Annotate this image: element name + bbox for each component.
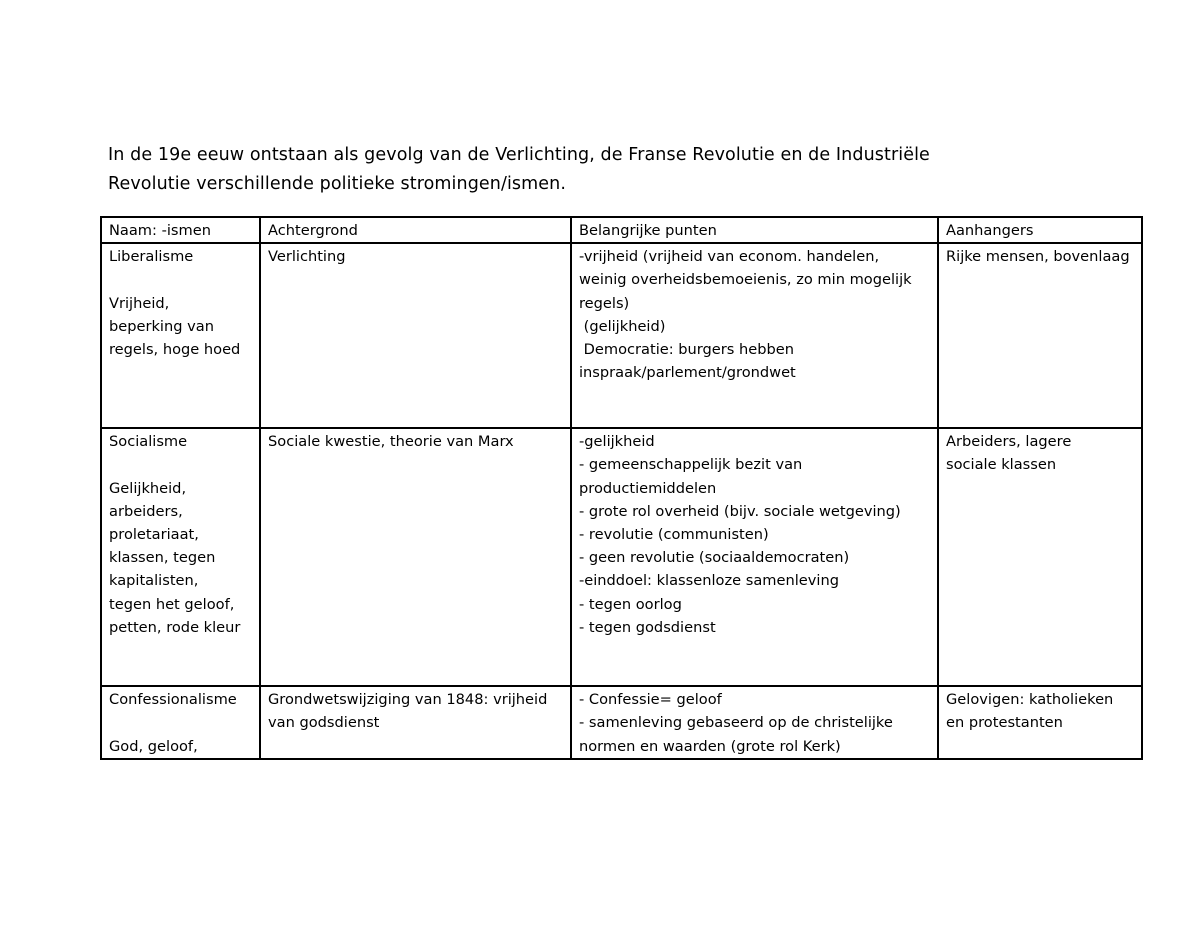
ism-name: Socialisme	[109, 433, 188, 451]
cell-points: - Confessie= geloof - samenleving gebaseerd op de christelijke normen en waarden (grote rol Kerk)	[571, 686, 938, 759]
ism-keyword: tegen het geloof,	[109, 595, 235, 613]
ism-keyword: regels, hoge hoed	[109, 341, 241, 358]
intro-line-2: Revolutie verschillende politieke stromingen/ismen.	[108, 174, 567, 194]
ism-keyword: Gelijkheid,	[109, 479, 187, 497]
cell-points: -gelijkheid - gemeenschappelijk bezit van productiemiddelen - grote rol overheid (bijv. sociale wetgeving) - revolutie (communisten) - geen revolutie (sociaaldemocraten) -einddoel: klassenloze samenleving - tegen oorlog - tegen godsdienst	[571, 428, 938, 686]
cell-name	[101, 243, 260, 428]
cell-supporters: Arbeiders, lagere sociale klassen	[938, 428, 1142, 686]
table-row-liberalisme	[101, 243, 1142, 428]
ism-keyword: arbeiders,	[109, 502, 183, 520]
table-row-confessionalisme	[101, 686, 1142, 759]
cell-background: Verlichting	[260, 243, 571, 428]
ism-keyword: petten, rode kleur	[109, 618, 241, 636]
header-supporters: Aanhangers	[938, 217, 1142, 243]
ism-keyword: kapitalisten,	[109, 572, 199, 590]
cell-name	[101, 686, 260, 759]
intro-line-1: In de 19e eeuw ontstaan als gevolg van de Verlichting, de Franse Revolutie en de Industriële	[108, 145, 930, 165]
ism-name: Confessionalisme	[109, 691, 237, 709]
cell-supporters: Gelovigen: katholieken en protestanten	[938, 686, 1142, 759]
ism-keyword: beperking van	[109, 317, 214, 335]
ism-keyword: klassen, tegen	[109, 549, 216, 567]
table-row-socialisme	[101, 428, 1142, 686]
header-background: Achtergrond	[260, 217, 571, 243]
ism-keyword: God, geloof,	[109, 737, 198, 755]
cell-points: -vrijheid (vrijheid van econom. handelen, weinig overheidsbemoeienis, zo min mogelijk regels) (gelijkheid) Democratie: burgers hebben inspraak/parlement/grondwet	[571, 243, 938, 428]
header-name: Naam: -ismen	[101, 217, 260, 243]
cell-name	[101, 428, 260, 686]
cell-background: Grondwetswijziging van 1848: vrijheid van godsdienst	[260, 686, 571, 759]
intro-text	[108, 141, 1108, 199]
ism-keyword: proletariaat,	[109, 526, 199, 543]
cell-background: Sociale kwestie, theorie van Marx	[260, 428, 571, 686]
cell-supporters: Rijke mensen, bovenlaag	[938, 243, 1142, 428]
isms-table	[100, 216, 1143, 760]
header-points: Belangrijke punten	[571, 217, 938, 243]
ism-name: Liberalisme	[109, 248, 194, 266]
ism-keyword: Vrijheid,	[109, 294, 170, 312]
table-header-row	[101, 217, 1142, 243]
